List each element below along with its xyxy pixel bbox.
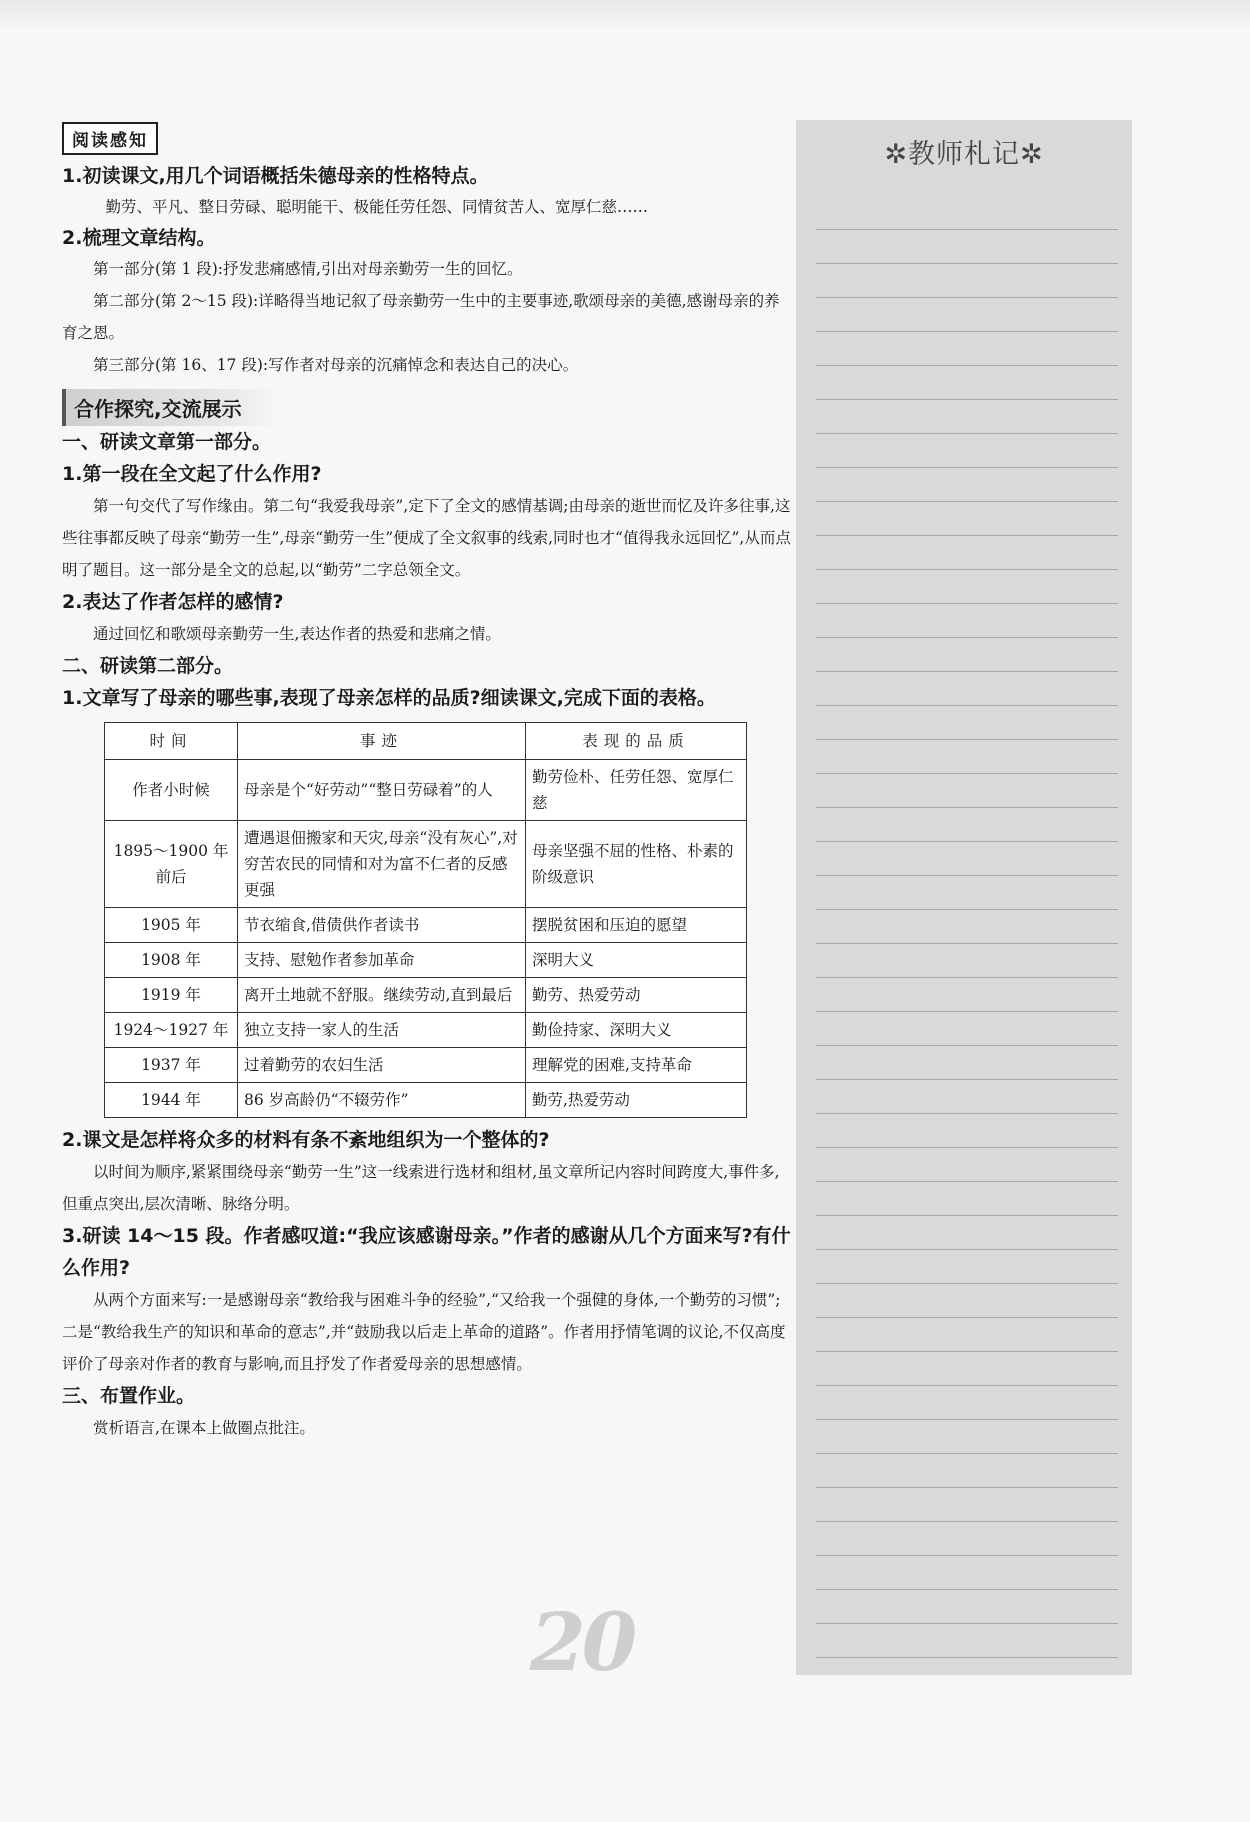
cell-quality: 理解党的困难,支持革命: [526, 1048, 747, 1083]
cell-quality: 勤劳,热爱劳动: [526, 1083, 747, 1118]
table-row: [105, 760, 747, 821]
cell-event: 遭遇退佃搬家和天灾,母亲“没有灰心”,对穷苦农民的同情和对为富不仁者的反感更强: [238, 821, 526, 908]
header-quality: 表现的品质: [526, 723, 747, 760]
part1-question-2: 2.表达了作者怎样的感情?: [62, 591, 284, 613]
table-row: [105, 1083, 747, 1118]
header-time: 时间: [105, 723, 238, 760]
table-row: [105, 978, 747, 1013]
part2-question-1: 1.文章写了母亲的哪些事,表现了母亲怎样的品质?细读课文,完成下面的表格。: [62, 687, 716, 709]
part1-title: 一、研读文章第一部分。: [62, 431, 272, 453]
part1-section: [62, 426, 792, 650]
cell-time: 1944 年: [105, 1083, 238, 1118]
cell-time: 1924～1927 年: [105, 1013, 238, 1048]
cell-event: 独立支持一家人的生活: [238, 1013, 526, 1048]
reading-question-2: 2.梳理文章结构。: [62, 227, 216, 249]
cell-event: 离开土地就不舒服。继续劳动,直到最后: [238, 978, 526, 1013]
cell-quality: 勤劳俭朴、任劳任怨、宽厚仁慈: [526, 760, 747, 821]
reading-tag: 阅读感知: [62, 122, 158, 155]
part1-question-1: 1.第一段在全文起了什么作用?: [62, 463, 322, 485]
table-row: [105, 943, 747, 978]
table-row: [105, 821, 747, 908]
structure-part-2: 第二部分(第 2～15 段):详略得当地记叙了母亲勤劳一生中的主要事迹,歌颂母亲的美德,感谢母亲的养育之恩。: [62, 292, 780, 342]
part2-title: 二、研读第二部分。: [62, 655, 234, 677]
cell-quality: 摆脱贫困和压迫的愿望: [526, 908, 747, 943]
part1-answer-1: 第一句交代了写作缘由。第二句“我爱我母亲”,定下了全文的感情基调;由母亲的逝世而忆及许多往事,这些往事都反映了母亲“勤劳一生”,母亲“勤劳一生”便成了全文叙事的线索,同时也才“值得我永远回忆”,从而点明了题目。这一部分是全文的总起,以“勤劳”二字总领全文。: [62, 497, 791, 579]
note-lines: [816, 196, 1118, 1663]
cell-event: 过着勤劳的农妇生活: [238, 1048, 526, 1083]
cell-event: 86 岁高龄仍“不辍劳作”: [238, 1083, 526, 1118]
table-row: [105, 1013, 747, 1048]
part3-section: [62, 1380, 792, 1444]
cell-time: 1895～1900 年前后: [105, 821, 238, 908]
cell-quality: 勤俭持家、深明大义: [526, 1013, 747, 1048]
cell-time: 作者小时候: [105, 760, 238, 821]
structure-part-1: 第一部分(第 1 段):抒发悲痛感情,引出对母亲勤劳一生的回忆。: [93, 260, 523, 278]
cell-quality: 母亲坚强不屈的性格、朴素的阶级意识: [526, 821, 747, 908]
part2-section: [62, 650, 792, 1380]
part2-answer-3: 从两个方面来写:一是感谢母亲“教给我与困难斗争的经验”,“又给我一个强健的身体,一个勤劳的习惯”;二是“教给我生产的知识和革命的意志”,并“鼓励我以后走上革命的道路”。作者用抒情笔调的议论,不仅高度评价了母亲对作者的教育与影响,而且抒发了作者爱母亲的思想感情。: [62, 1291, 786, 1373]
part2-question-3: 3.研读 14～15 段。作者感叹道:“我应该感谢母亲。”作者的感谢从几个方面来写?有什么作用?: [62, 1225, 791, 1279]
part2-question-2: 2.课文是怎样将众多的材料有条不紊地组织为一个整体的?: [62, 1129, 550, 1151]
cell-event: 母亲是个“好劳动”“整日劳碌着”的人: [238, 760, 526, 821]
structure-part-3: 第三部分(第 16、17 段):写作者对母亲的沉痛悼念和表达自己的决心。: [93, 356, 579, 374]
cell-event: 节衣缩食,借债供作者读书: [238, 908, 526, 943]
cell-quality: 深明大义: [526, 943, 747, 978]
teacher-notes-panel: [796, 120, 1132, 1675]
cell-time: 1937 年: [105, 1048, 238, 1083]
part1-answer-2: 通过回忆和歌颂母亲勤劳一生,表达作者的热爱和悲痛之情。: [93, 625, 501, 643]
cell-time: 1908 年: [105, 943, 238, 978]
cell-quality: 勤劳、热爱劳动: [526, 978, 747, 1013]
part3-answer: 赏析语言,在课本上做圈点批注。: [93, 1419, 315, 1437]
table-header-row: [105, 723, 747, 760]
table-row: [105, 1048, 747, 1083]
page-number: 20: [530, 1595, 634, 1689]
cell-time: 1919 年: [105, 978, 238, 1013]
cooperation-band: 合作探究,交流展示: [62, 389, 282, 426]
reading-question-1: 1.初读课文,用几个词语概括朱德母亲的性格特点。: [62, 165, 489, 187]
scan-shadow: [0, 0, 1250, 30]
cell-time: 1905 年: [105, 908, 238, 943]
header-event: 事迹: [238, 723, 526, 760]
part2-answer-2: 以时间为顺序,紧紧围绕母亲“勤劳一生”这一线索进行选材和组材,虽文章所记内容时间跨度大,事件多,但重点突出,层次清晰、脉络分明。: [62, 1163, 780, 1213]
reading-section: [62, 122, 792, 381]
cell-event: 支持、慰勉作者参加革命: [238, 943, 526, 978]
mother-facts-table: [104, 722, 747, 1118]
table-row: [105, 908, 747, 943]
teacher-notes-title: ✲教师札记✲: [884, 139, 1044, 170]
part3-title: 三、布置作业。: [62, 1385, 196, 1407]
reading-answer-1: 勤劳、平凡、整日劳碌、聪明能干、极能任劳任怨、同情贫苦人、宽厚仁慈……: [105, 198, 649, 216]
main-content: [62, 122, 792, 1444]
